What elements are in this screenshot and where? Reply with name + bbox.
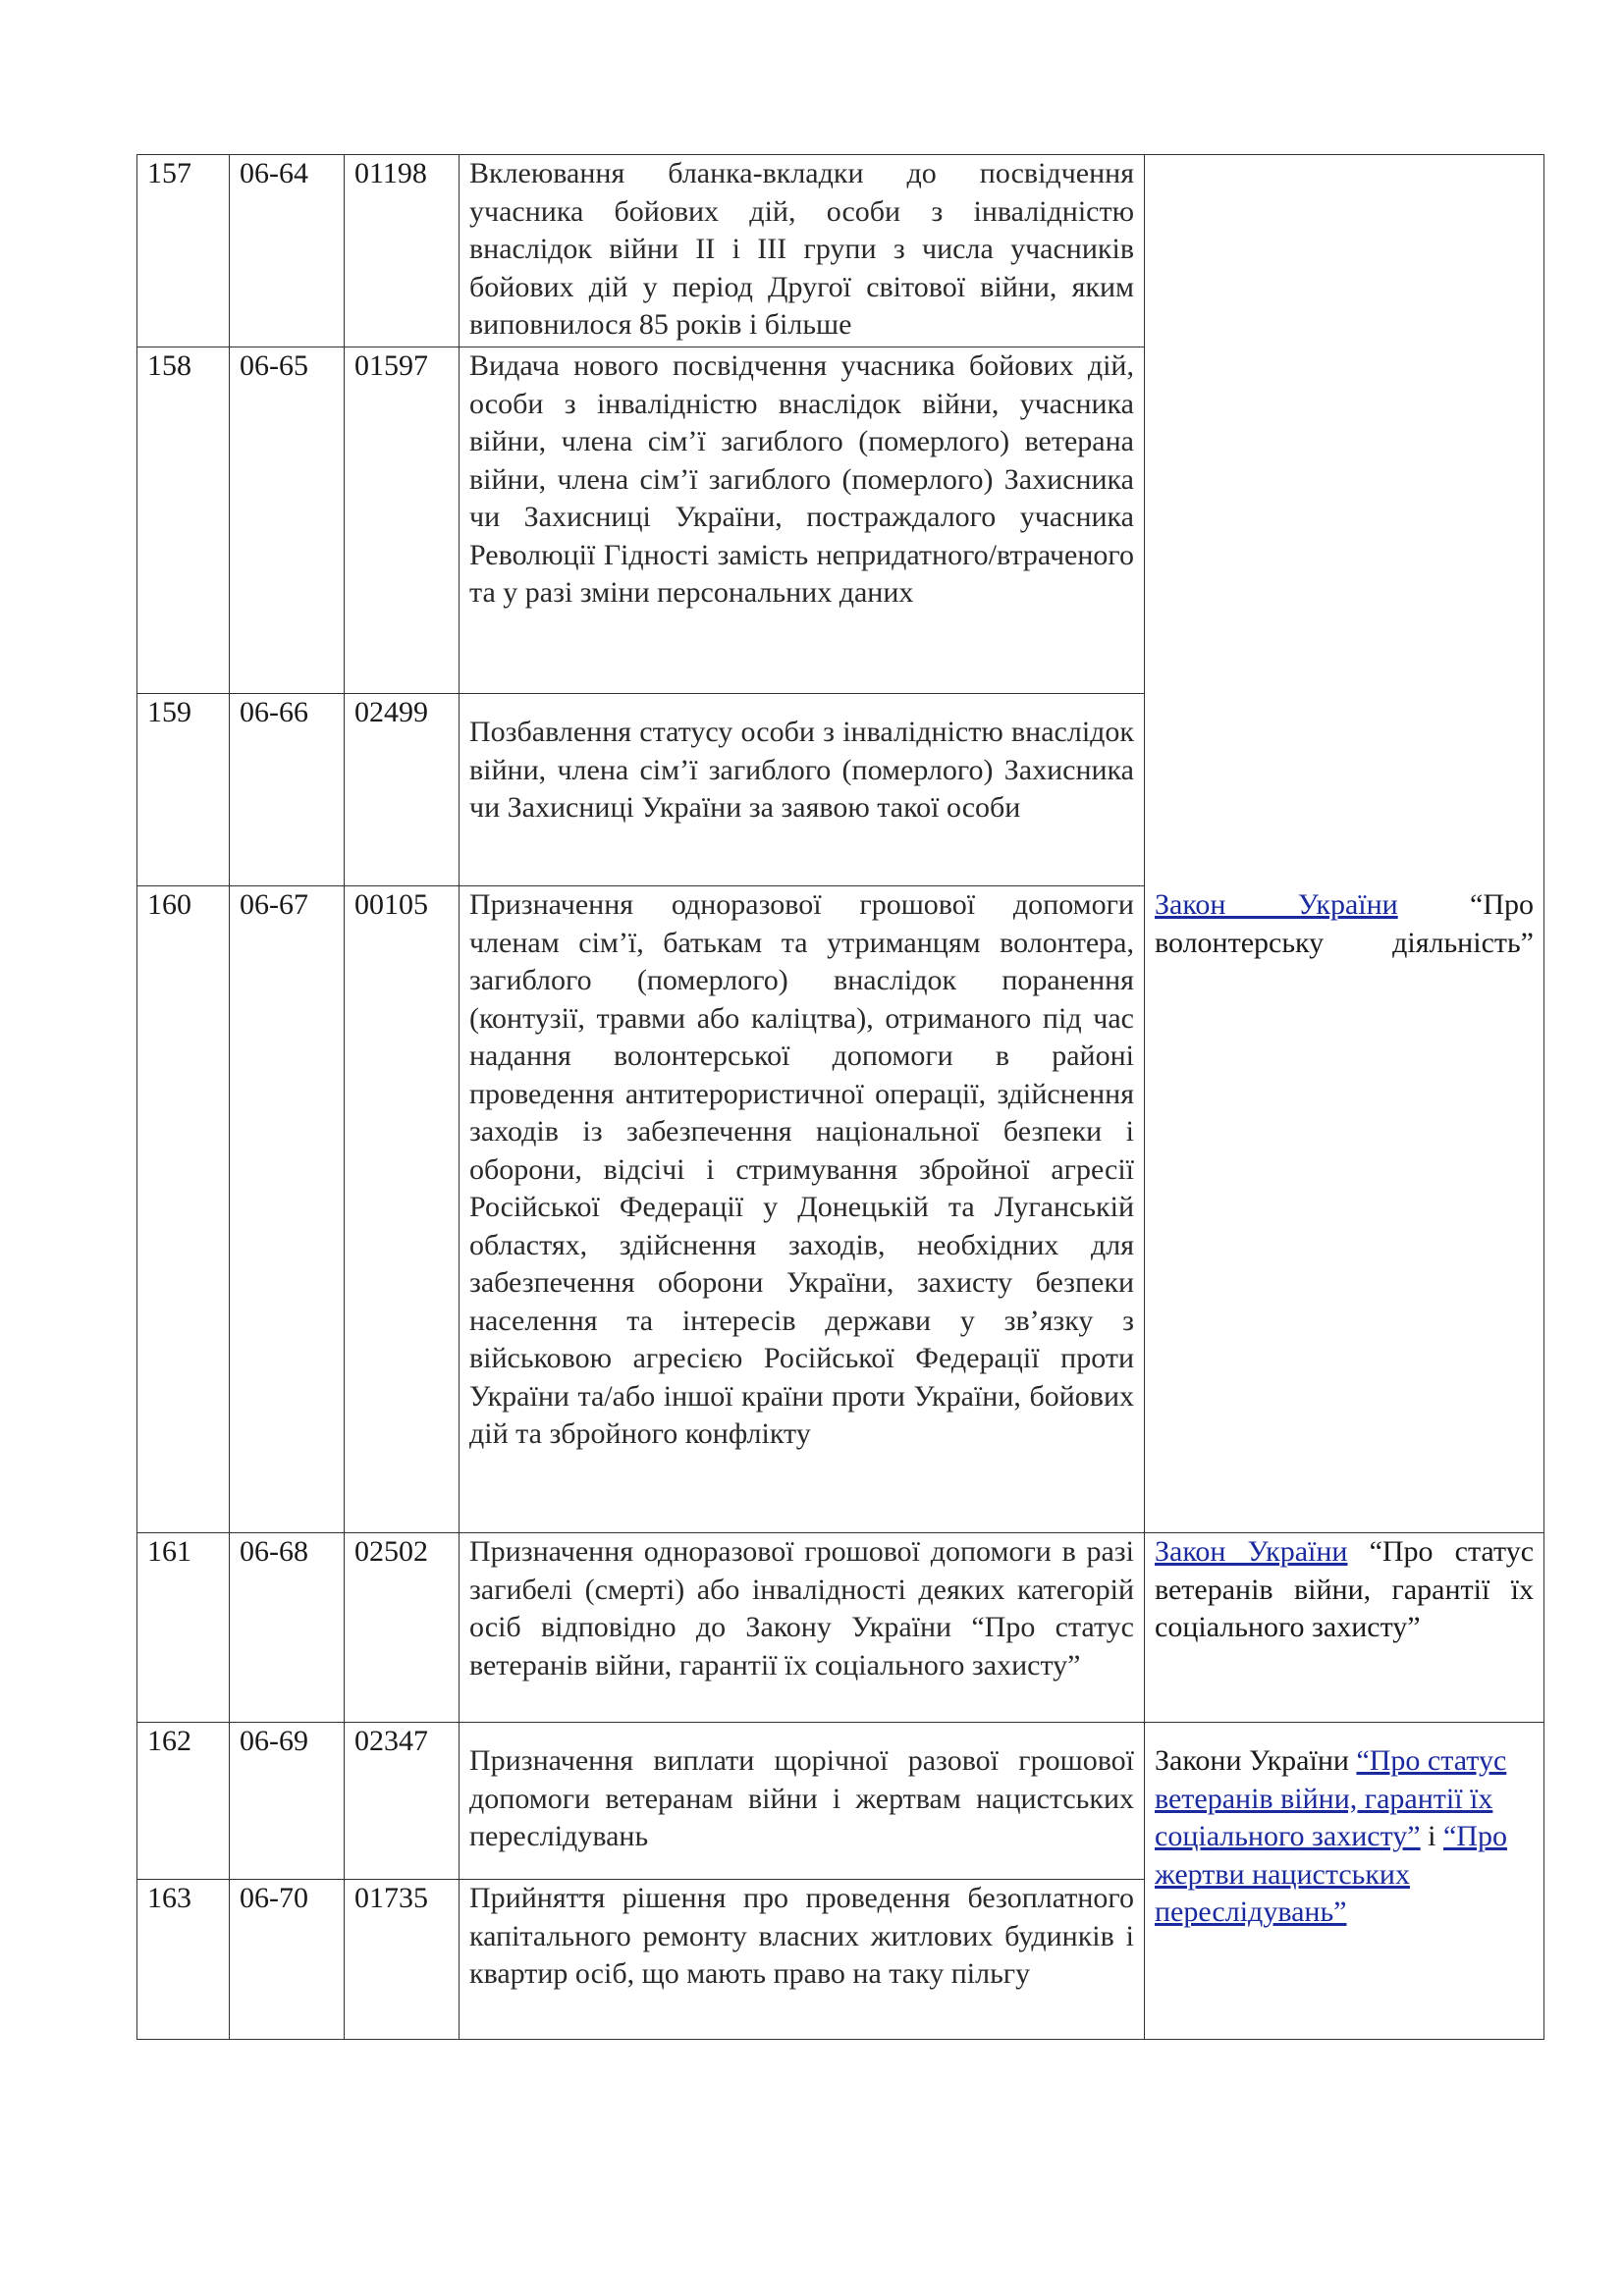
service-description: Позбавлення статусу особи з інвалідністю внаслідок війни, члена сім’ї загиблого (померлого) Захисника чи Захисниці України за заявою такої особи (460, 694, 1145, 886)
legal-basis-cell (1145, 155, 1544, 1533)
service-code: 06-67 (230, 886, 345, 1533)
service-id: 01597 (345, 347, 460, 694)
law-link[interactable]: Закон України (1155, 1535, 1348, 1568)
service-code: 06-66 (230, 694, 345, 886)
service-id: 00105 (345, 886, 460, 1533)
table-row (137, 1723, 1544, 1880)
service-description: Призначення одноразової грошової допомоги членам сім’ї, батькам та утриманцям волонтера, загиблого (померлого) внаслідок поранення (контузії, травми або каліцтва), отриманого під час надання волонтерської допомоги в районі проведення антитерористичної операції, здійснення заходів із забезпечення національної безпеки і оборони, відсічі і стримування збройної агресії Російської Федерації у Донецькій та Луганській областях, здійснення заходів, необхідних для забезпечення оборони України, захисту безпеки населення та інтересів держави у зв’язку з військовою агресією Російської Федерації проти України та/або іншої країни проти України, бойових дій та збройного конфлікту (460, 886, 1145, 1533)
service-id: 02347 (345, 1723, 460, 1880)
service-id: 01198 (345, 155, 460, 347)
row-number: 160 (137, 886, 230, 1533)
row-number: 162 (137, 1723, 230, 1880)
legal-basis-veterans: Закон України “Про статус ветеранів війни, гарантії їх соціального захисту” (1145, 1533, 1544, 1723)
service-description: Видача нового посвідчення учасника бойових дій, особи з інвалідністю внаслідок війни, учасника війни, члена сім’ї загиблого (померлого) ветерана війни, члена сім’ї загиблого (померлого) Захисника чи Захисниці України, постраждалого учасника Революції Гідності замість непридатного/втраченого та у разі зміни персональних даних (460, 347, 1145, 694)
service-code: 06-65 (230, 347, 345, 694)
service-code: 06-68 (230, 1533, 345, 1723)
service-id: 02502 (345, 1533, 460, 1723)
service-description: Прийняття рішення про проведення безоплатного капітального ремонту власних житлових будинків і квартир осіб, що мають право на таку пільгу (460, 1880, 1145, 2040)
service-description: Призначення одноразової грошової допомоги в разі загибелі (смерті) або інвалідності деяких категорій осіб відповідно до Закону України “Про статус ветеранів війни, гарантії їх соціального захисту” (460, 1533, 1145, 1723)
service-code: 06-64 (230, 155, 345, 347)
row-number: 163 (137, 1880, 230, 2040)
table-row (137, 155, 1544, 347)
row-number: 159 (137, 694, 230, 886)
service-description: Призначення виплати щорічної разової грошової допомоги ветеранам війни і жертвам нацистських переслідувань (460, 1723, 1145, 1880)
row-number: 158 (137, 347, 230, 694)
law-link-veterans[interactable]: “Про статус ветеранів війни, гарантії їх соціального захисту” (1155, 1744, 1507, 1852)
service-code: 06-70 (230, 1880, 345, 2040)
legal-basis-volunteer: Закон України “Про волонтерську діяльність” (1155, 888, 1534, 959)
law-link-nazi-victims[interactable]: “Про жертви нацистських переслідувань” (1155, 1820, 1507, 1928)
table-row (137, 1533, 1544, 1723)
service-id: 01735 (345, 1880, 460, 2040)
row-number: 161 (137, 1533, 230, 1723)
services-table (136, 154, 1544, 2040)
row-number: 157 (137, 155, 230, 347)
service-id: 02499 (345, 694, 460, 886)
law-link[interactable]: Закон України (1155, 888, 1398, 921)
service-code: 06-69 (230, 1723, 345, 1880)
service-description: Вклеювання бланка-вкладки до посвідчення учасника бойових дій, особи з інвалідністю внаслідок війни ІІ і ІІІ групи з числа учасників бойових дій у період Другої світової війни, яким виповнилося 85 років і більше (460, 155, 1145, 347)
legal-basis-combined: Закони України “Про статус ветеранів війни, гарантії їх соціального захисту” і “Про жертви нацистських переслідувань” (1145, 1723, 1544, 2040)
